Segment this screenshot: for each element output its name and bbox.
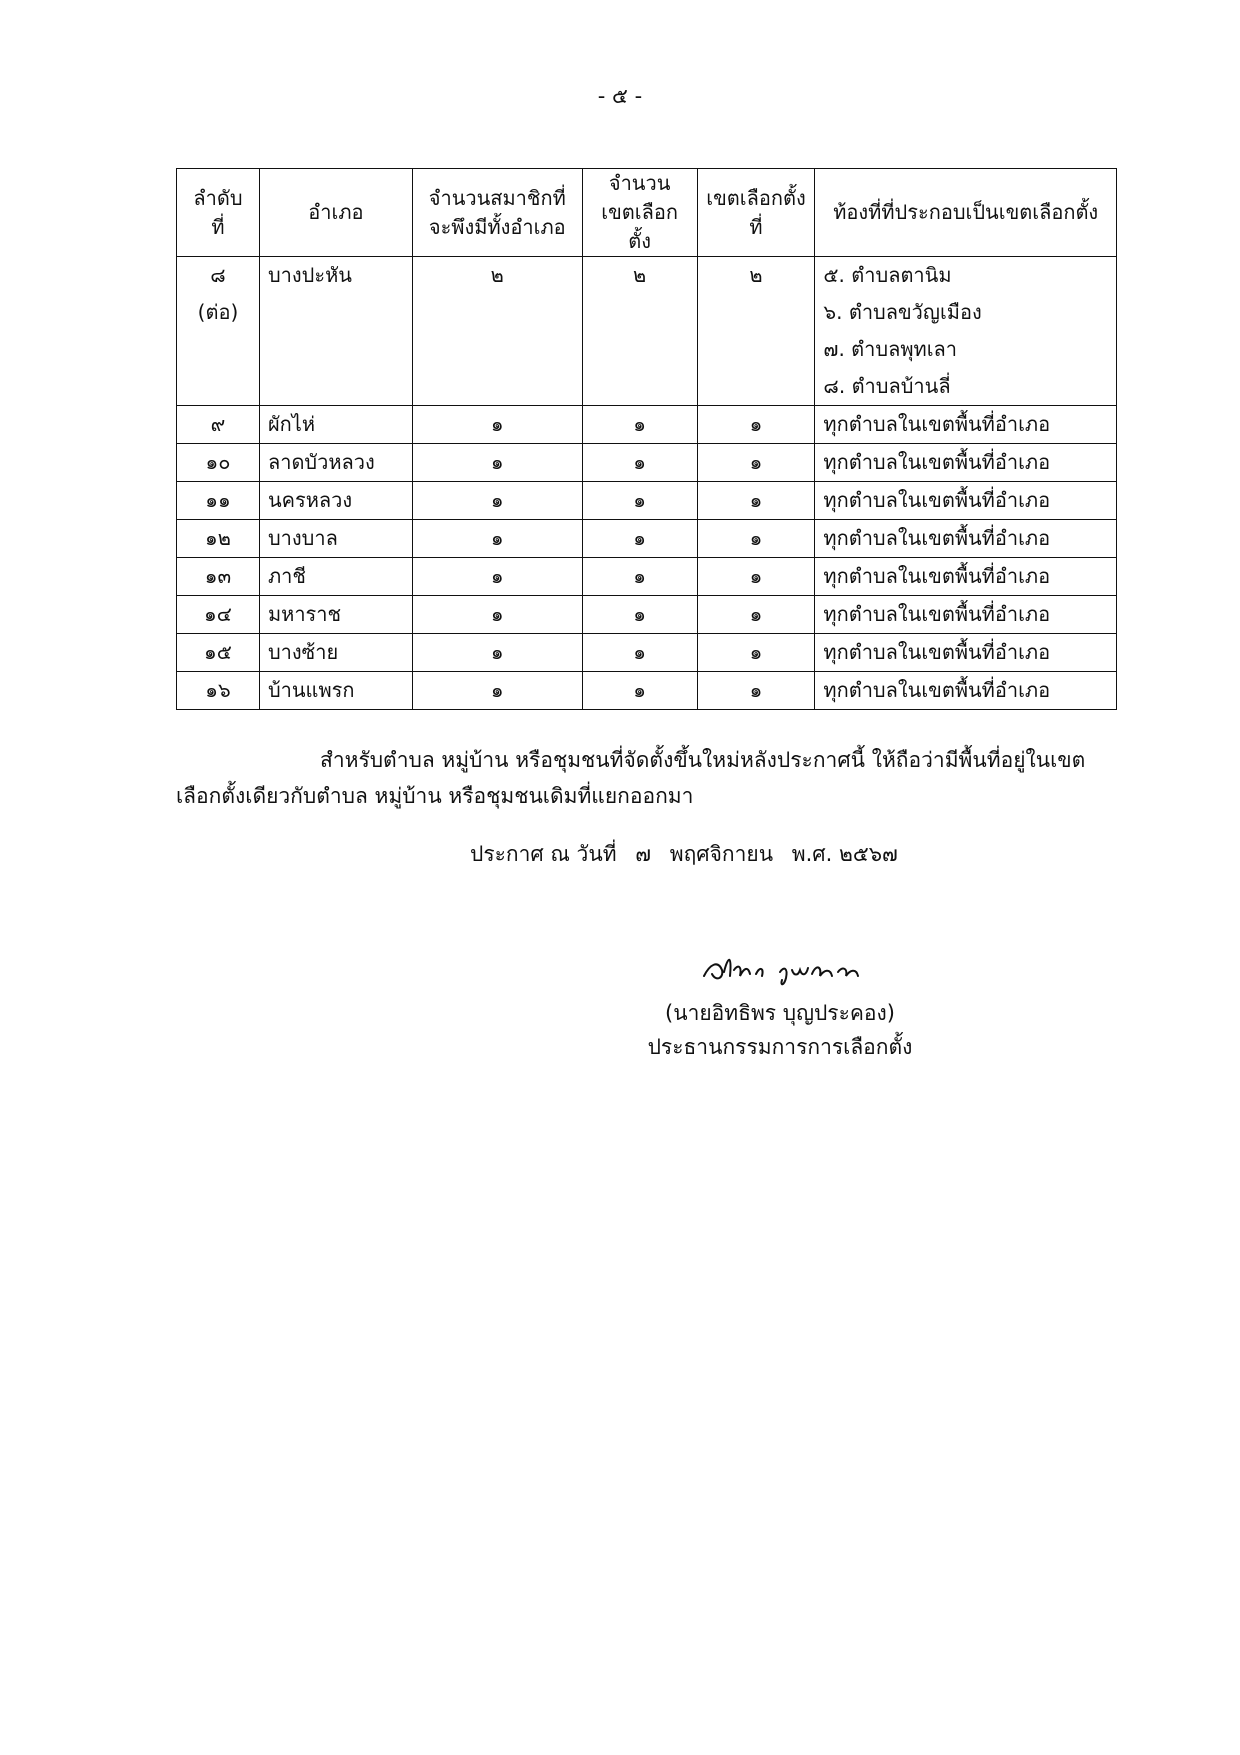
- date-prefix: ประกาศ ณ วันที่: [470, 842, 617, 866]
- area-cell: ๕. ตำบลตานิม ๖. ตำบลขวัญเมือง ๗. ตำบลพุทเลา ๘. ตำบลบ้านลี่: [815, 257, 1117, 406]
- zone-count-cell: ๒: [582, 257, 697, 406]
- order-cell: ๑๐: [177, 444, 260, 482]
- district-cell: นครหลวง: [259, 482, 412, 520]
- area-cell: ทุกตำบลในเขตพื้นที่อำเภอ: [815, 406, 1117, 444]
- order-cell: ๑๓: [177, 558, 260, 596]
- members-cell: ๑: [412, 520, 582, 558]
- district-table: [176, 168, 1117, 710]
- table-row: [177, 558, 1117, 596]
- members-cell: ๑: [412, 482, 582, 520]
- table-row: [177, 444, 1117, 482]
- district-cell: ลาดบัวหลวง: [259, 444, 412, 482]
- zone-no-cell: ๑: [697, 406, 815, 444]
- header-district: อำเภอ: [259, 169, 412, 257]
- district-cell: ภาชี: [259, 558, 412, 596]
- signer-title: ประธานกรรมการการเลือกตั้ง: [647, 1035, 913, 1059]
- district-cell: บ้านแพรก: [259, 672, 412, 710]
- announcement-date: [470, 838, 910, 871]
- signer-name: (นายอิทธิพร บุญประคอง): [665, 1001, 895, 1025]
- area-cell: ทุกตำบลในเขตพื้นที่อำเภอ: [815, 444, 1117, 482]
- zone-count-cell: ๑: [582, 520, 697, 558]
- members-cell: ๑: [412, 558, 582, 596]
- members-cell: ๑: [412, 672, 582, 710]
- zone-count-cell: ๑: [582, 634, 697, 672]
- order-cell: ๙: [177, 406, 260, 444]
- table-row: [177, 482, 1117, 520]
- area-cell: ทุกตำบลในเขตพื้นที่อำเภอ: [815, 596, 1117, 634]
- district-cell: บางบาล: [259, 520, 412, 558]
- signer-block: [600, 996, 960, 1064]
- zone-no-cell: ๑: [697, 558, 815, 596]
- header-zone-no: เขตเลือกตั้ง ที่: [697, 169, 815, 257]
- new-area-paragraph: สำหรับตำบล หมู่บ้าน หรือชุมชนที่จัดตั้งขึ้นใหม่หลังประกาศนี้ ให้ถือว่ามีพื้นที่อยู่ในเขตเลือกตั้งเดียวกับตำบล หมู่บ้าน หรือชุมชนเดิมที่แยกออกมา: [176, 748, 1086, 808]
- zone-count-cell: ๑: [582, 406, 697, 444]
- order-cell: ๑๔: [177, 596, 260, 634]
- zone-count-cell: ๑: [582, 558, 697, 596]
- zone-no-cell: ๑: [697, 444, 815, 482]
- header-members: จำนวนสมาชิกที่ จะพึงมีทั้งอำเภอ: [412, 169, 582, 257]
- district-cell: บางปะหัน: [259, 257, 412, 406]
- table-row: [177, 257, 1117, 406]
- area-cell: ทุกตำบลในเขตพื้นที่อำเภอ: [815, 482, 1117, 520]
- header-zone-count: จำนวน เขตเลือกตั้ง: [582, 169, 697, 257]
- members-cell: ๑: [412, 596, 582, 634]
- zone-count-cell: ๑: [582, 672, 697, 710]
- header-order: ลำดับ ที่: [177, 169, 260, 257]
- page-number: - ๕ -: [597, 84, 643, 108]
- table-row: [177, 520, 1117, 558]
- order-cell: ๑๖: [177, 672, 260, 710]
- area-cell: ทุกตำบลในเขตพื้นที่อำเภอ: [815, 558, 1117, 596]
- zone-count-cell: ๑: [582, 596, 697, 634]
- zone-no-cell: ๑: [697, 482, 815, 520]
- date-year: พ.ศ. ๒๕๖๗: [791, 842, 898, 866]
- order-cell: ๑๑: [177, 482, 260, 520]
- order-cell: ๘ (ต่อ): [177, 257, 260, 406]
- area-cell: ทุกตำบลในเขตพื้นที่อำเภอ: [815, 520, 1117, 558]
- table-row: [177, 672, 1117, 710]
- table-row: [177, 406, 1117, 444]
- zone-count-cell: ๑: [582, 482, 697, 520]
- zone-no-cell: ๑: [697, 520, 815, 558]
- members-cell: ๑: [412, 444, 582, 482]
- zone-count-cell: ๑: [582, 444, 697, 482]
- order-cell: ๑๕: [177, 634, 260, 672]
- date-day: ๗: [635, 842, 652, 866]
- zone-no-cell: ๑: [697, 672, 815, 710]
- members-cell: ๑: [412, 634, 582, 672]
- zone-no-cell: ๒: [697, 257, 815, 406]
- district-cell: มหาราช: [259, 596, 412, 634]
- zone-no-cell: ๑: [697, 634, 815, 672]
- signature: [700, 946, 930, 990]
- area-cell: ทุกตำบลในเขตพื้นที่อำเภอ: [815, 672, 1117, 710]
- members-cell: ๒: [412, 257, 582, 406]
- table-header-row: [177, 169, 1117, 257]
- date-month: พฤศจิกายน: [669, 842, 774, 866]
- district-cell: ผักไห่: [259, 406, 412, 444]
- zone-no-cell: ๑: [697, 596, 815, 634]
- district-cell: บางซ้าย: [259, 634, 412, 672]
- header-area: ท้องที่ที่ประกอบเป็นเขตเลือกตั้ง: [815, 169, 1117, 257]
- members-cell: ๑: [412, 406, 582, 444]
- table-row: [177, 596, 1117, 634]
- area-cell: ทุกตำบลในเขตพื้นที่อำเภอ: [815, 634, 1117, 672]
- order-cell: ๑๒: [177, 520, 260, 558]
- table-row: [177, 634, 1117, 672]
